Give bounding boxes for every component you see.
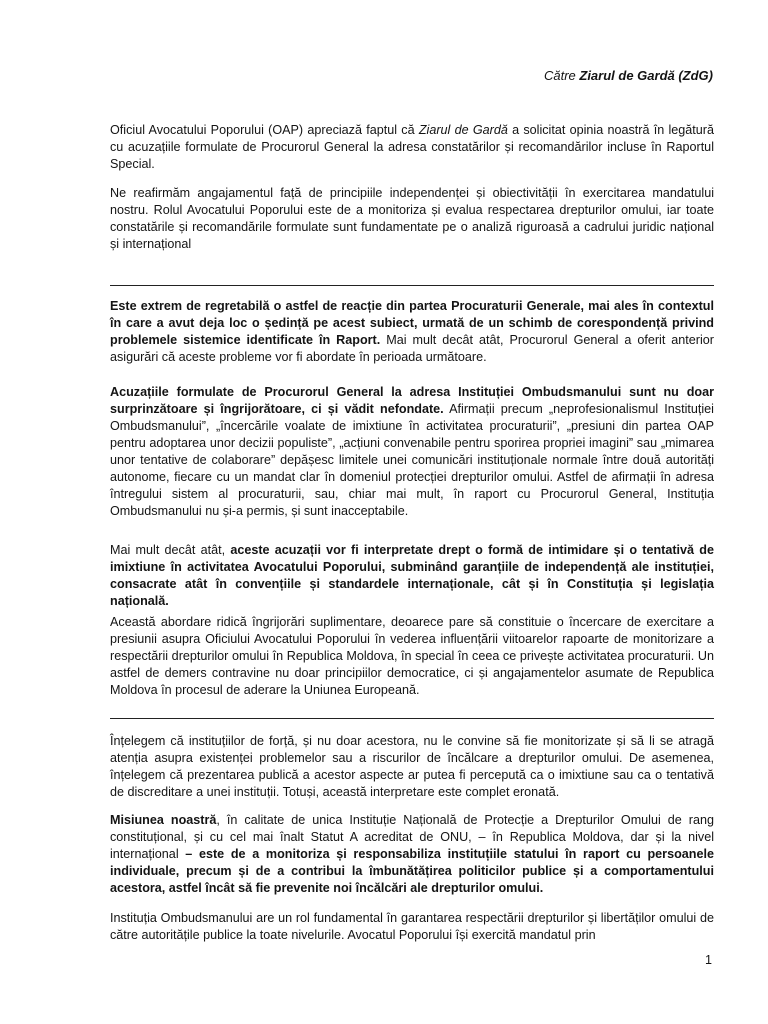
p3-bold: Este extrem de regretabilă o astfel de reacție din partea Procuraturii Generale, mai ales în contextul în care a avut deja loc o ședință pe acest subiect, urmată de un schimb de corespondență privind problemele sistemice identificate în Raport. [110, 299, 714, 347]
p9-text: Instituția Ombudsmanului are un rol fundamental în garantarea respectării drepturilor și libertăților omului de către autoritățile publice la toate nivelurile. Avocatul Poporului își exercită mandatul prin [110, 911, 714, 942]
divider-2 [110, 718, 714, 719]
p8-text-a: , în calitate de unica Instituție Națională de Protecție a Drepturilor Omului de rang constituțional, și cu cel mai înalt Statut A acreditat de ONU, – în Republica Moldova, dar și la nivel internațional [110, 813, 714, 861]
p1-newspaper-name: Ziarul de Gardă [418, 123, 508, 137]
p4-rest: Afirmații precum „neprofesionalismul Instituției Ombudsmanului”, „încercările voalate de imixtiune în activitatea procuraturii”, „presiuni din partea OAP pentru adoptarea unor decizii populiste”, „acțiuni convenabile pentru sporirea propriei imagini” sau „mimarea unor tentative de colaborare” depășesc limitele unei comunicări instituționale normale între două autorități autonome, fiecare cu un mandat clar în domeniul protecției drepturilor omului. Astfel de afirmații în adresa întregului sistem al procuraturii, sau, chiar mai mult, în raport cu Procurorul General, Instituția Ombudsmanului nu și-a permis, și sunt inacceptabile. [110, 402, 714, 518]
p8-bold-rest: – este de a monitoriza și responsabiliza instituțiile statului în raport cu persoanele individuale, precum și de a contribui la îmbunătățirea politicilor publice și a comportamentului acestora, astfel încât să fie prevenite noi încălcări ale drepturilor omului. [110, 847, 714, 895]
paragraph-5 [110, 542, 714, 610]
p6-text: Această abordare ridică îngrijorări suplimentare, deoarece pare să constituie o încercare de exercitare a presiunii asupra Oficiului Avocatului Poporului în vederea influențării viitoarelor rapoarte de monitorizare a respectării drepturilor omului în Republica Moldova, în special în ceea ce privește activitatea procuraturii. Un astfel de demers contravine nu doar principiilor democratice, ci și angajamentelor asumate de Republica Moldova în procesul de aderare la Uniunea Europeană. [110, 615, 714, 697]
addressee-line [544, 68, 713, 83]
p4-bold: Acuzațiile formulate de Procurorul General la adresa Instituției Ombudsmanului sunt nu doar surprinzătoare și îngrijorătoare, ci și vădit nefondate. [110, 385, 714, 416]
p3-rest: Mai mult decât atât, Procurorul General a oferit anterior asigurări că aceste probleme vor fi abordate în perioada următoare. [110, 333, 714, 364]
paragraph-2 [110, 185, 714, 253]
paragraph-7 [110, 733, 714, 801]
paragraph-1 [110, 122, 714, 173]
addressee-name: Ziarul de Gardă (ZdG) [579, 68, 713, 83]
p7-text: Înțelegem că instituțiilor de forță, și nu doar acestora, nu le convine să fie monitorizate și să li se atragă atenția asupra existenței problemelor sau a riscurilor de încălcare a drepturilor omului. De asemenea, înțelegem că prezentarea publică a acestor aspecte ar putea fi percepută ca o imixtiune sau ca o tentativă de discreditare a unei instituții. Totuși, această interpretare este complet eronată. [110, 734, 714, 799]
paragraph-8 [110, 812, 714, 897]
addressee-prefix: Către [543, 68, 580, 83]
p1-text-a: Oficiul Avocatului Poporului (OAP) apreciază faptul că [110, 123, 419, 137]
page-number: 1 [704, 953, 712, 967]
p8-bold-mission: Misiunea noastră [110, 813, 217, 827]
paragraph-3 [110, 298, 714, 366]
p5-text-a: Mai mult decât atât, [110, 543, 231, 557]
p1-text-c: a solicitat opinia noastră în legătură cu acuzațiile formulate de Procurorul General la adresa constatărilor și recomandărilor incluse în Raportul Special. [110, 123, 715, 171]
paragraph-6 [110, 614, 714, 699]
divider-1 [110, 285, 714, 286]
paragraph-4 [110, 384, 714, 520]
p2-text: Ne reafirmăm angajamentul față de principiile independenței și obiectivității în exercitarea mandatului nostru. Rolul Avocatului Poporului este de a monitoriza și evalua respectarea drepturilor omului, iar toate constatările și recomandările formulate sunt fundamentate pe o analiză riguroasă a cadrului juridic național și internațional [110, 186, 714, 251]
paragraph-9 [110, 910, 714, 944]
p5-bold: aceste acuzații vor fi interpretate drept o formă de intimidare și o tentativă de imixtiune în activitatea Avocatului Poporului, subminând garanțiile de independență ale instituției, consacrate atât în convențiile și standardele internaționale, cât și în Constituția și legislația națională. [110, 543, 714, 608]
